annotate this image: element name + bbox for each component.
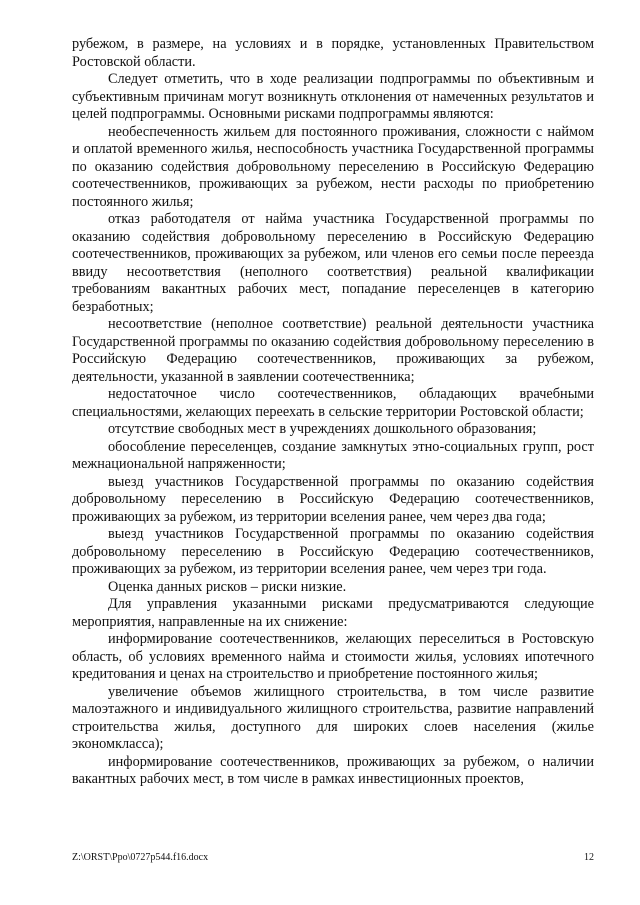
paragraph-1: рубежом, в размере, на условиях и в порядке, установленных Правительством Ростовской области. [72, 36, 594, 70]
paragraph-2: Следует отметить, что в ходе реализации подпрограммы по объективным и субъективным причинам могут возникнуть отклонения от намеченных результатов и целей подпрограммы. Основными рисками подпрограммы являются: [72, 71, 594, 122]
paragraph-4: отказ работодателя от найма участника Государственной программы по оказанию содействия добровольному переселению в Российскую Федерацию соотечественников, проживающих за рубежом, или членов его семьи после переезда ввиду несоответствия (неполного соответствия) реальной квалификации требованиям вакантных рабочих мест, попадание переселенцев в категорию безработных; [72, 211, 594, 315]
paragraph-10: выезд участников Государственной программы по оказанию содействия добровольному переселению в Российскую Федерацию соотечественников, проживающих за рубежом, из территории вселения ранее, чем через три года. [72, 526, 594, 577]
paragraph-8: обособление переселенцев, создание замкнутых этно-социальных групп, рост межнациональной напряженности; [72, 438, 594, 472]
paragraph-6: недостаточное число соотечественников, обладающих врачебными специальностями, желающих переехать в сельские территории Ростовской области; [72, 386, 594, 420]
paragraph-13: информирование соотечественников, желающих переселиться в Ростовскую область, об условиях временного найма и стоимости жилья, условиях ипотечного кредитования и ценах на строительство и приобретение постоянного жилья; [72, 631, 594, 682]
paragraph-15: информирование соотечественников, проживающих за рубежом, о наличии вакантных рабочих мест, в том числе в рамках инвестиционных проектов, [72, 753, 594, 787]
paragraph-3: необеспеченность жильем для постоянного проживания, сложности с наймом и оплатой временного жилья, неспособность участника Государственной программы по оказанию содействия добровольному переселению в Российскую Федерацию соотечественников, проживающих за рубежом, нести расходы по приобретению постоянного жилья; [72, 123, 594, 210]
paragraph-11: Оценка данных рисков – риски низкие. [108, 578, 347, 595]
paragraph-5: несоответствие (неполное соответствие) реальной деятельности участника Государственной программы по оказанию содействия добровольному переселению в Российскую Федерацию соотечественников, проживающих за рубежом, деятельности, указанной в заявлении соотечественника; [72, 316, 594, 385]
paragraph-7: отсутствие свободных мест в учреждениях дошкольного образования; [108, 421, 537, 437]
paragraph-14: увеличение объемов жилищного строительства, в том числе развитие малоэтажного и индивидуального жилищного строительства, развитие направлений строительства жилья, доступного для широких слоев населения (жилье экономкласса); [72, 683, 594, 752]
paragraph-12: Для управления указанными рисками предусматриваются следующие мероприятия, направленные на их снижение: [72, 596, 594, 630]
paragraph-9: выезд участников Государственной программы по оказанию содействия добровольному переселению в Российскую Федерацию соотечественников, проживающих за рубежом, из территории вселения ранее, чем через два года; [72, 473, 594, 525]
document-body [72, 36, 594, 789]
page-number: 12 [584, 852, 594, 863]
file-path: Z:\ORST\Ppo\0727p544.f16.docx [72, 852, 209, 863]
